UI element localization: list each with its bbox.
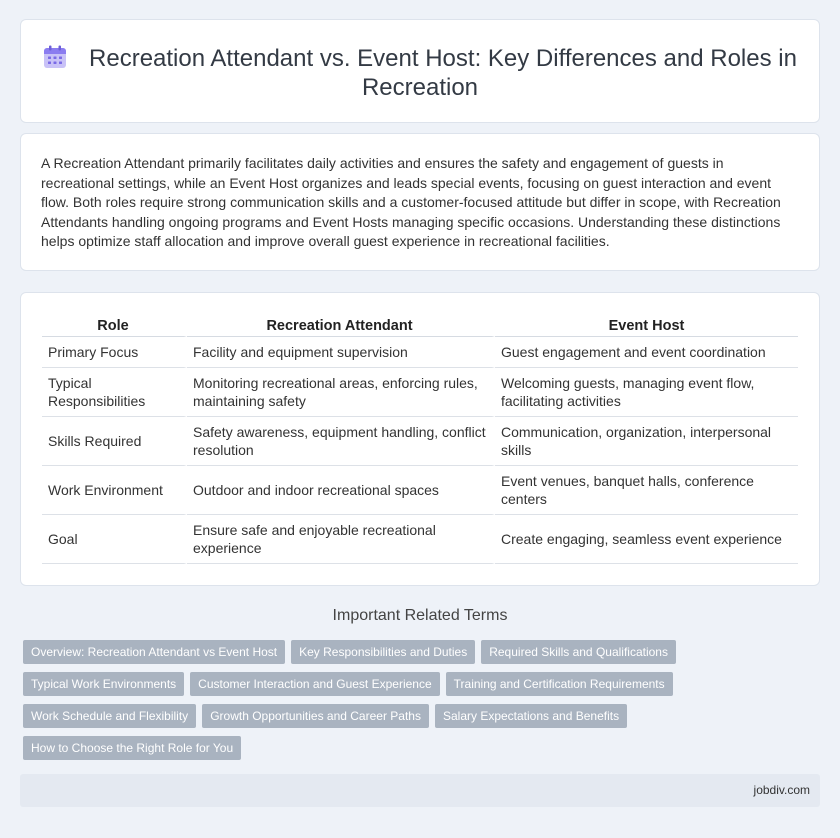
intro-card <box>20 133 820 271</box>
calendar-icon <box>43 45 67 69</box>
recreation-attendant-cell: Monitoring recreational areas, enforcing rules, maintaining safety <box>187 368 495 417</box>
row-label: Primary Focus <box>42 337 187 368</box>
tag-work-environments[interactable]: Typical Work Environments <box>23 672 184 696</box>
row-label: Goal <box>42 515 187 564</box>
tag-choose-role[interactable]: How to Choose the Right Role for You <box>23 736 241 760</box>
comparison-card <box>20 292 820 586</box>
row-label: Work Environment <box>42 466 187 515</box>
recreation-attendant-cell: Outdoor and indoor recreational spaces <box>187 466 495 515</box>
header-card <box>20 19 820 123</box>
related-terms-title: Important Related Terms <box>332 607 508 624</box>
footer-site-link[interactable]: jobdiv.com <box>753 783 810 797</box>
table-row <box>42 417 798 466</box>
tag-training-certification[interactable]: Training and Certification Requirements <box>446 672 673 696</box>
comparison-table <box>42 311 798 564</box>
footer-bar <box>20 774 820 807</box>
intro-paragraph: A Recreation Attendant primarily facilitates daily activities and ensures the safety and engagement of guests in recreational settings, while an Event Host organizes and leads special events, focusing on guest interaction and event flow. Both roles require strong communication skills and a customer-focused attitude but differ in scope, with Recreation Attendants handling ongoing programs and Event Hosts managing specific occasions. Understanding these distinctions helps optimize staff allocation and improve overall guest experience in recreational facilities. <box>41 155 781 249</box>
page-title-wrap <box>21 44 819 102</box>
table-row <box>42 337 798 368</box>
recreation-attendant-cell: Facility and equipment supervision <box>187 337 495 368</box>
tag-overview[interactable]: Overview: Recreation Attendant vs Event Host <box>23 640 285 664</box>
event-host-cell: Communication, organization, interpersonal skills <box>495 417 798 466</box>
tag-customer-interaction[interactable]: Customer Interaction and Guest Experience <box>190 672 439 696</box>
table-header-row <box>42 311 798 337</box>
tag-growth-opportunities[interactable]: Growth Opportunities and Career Paths <box>202 704 429 728</box>
tag-work-schedule[interactable]: Work Schedule and Flexibility <box>23 704 196 728</box>
tag-salary-expectations[interactable]: Salary Expectations and Benefits <box>435 704 627 728</box>
page-title: Recreation Attendant vs. Event Host: Key Differences and Roles in Recreation <box>89 45 797 101</box>
header-recreation-attendant: Recreation Attendant <box>187 311 495 337</box>
recreation-attendant-cell: Safety awareness, equipment handling, conflict resolution <box>187 417 495 466</box>
event-host-cell: Guest engagement and event coordination <box>495 337 798 368</box>
header-event-host: Event Host <box>495 311 798 337</box>
table-row <box>42 466 798 515</box>
table-row <box>42 515 798 564</box>
row-label: Skills Required <box>42 417 187 466</box>
event-host-cell: Create engaging, seamless event experience <box>495 515 798 564</box>
event-host-cell: Event venues, banquet halls, conference centers <box>495 466 798 515</box>
tag-required-skills[interactable]: Required Skills and Qualifications <box>481 640 676 664</box>
recreation-attendant-cell: Ensure safe and enjoyable recreational experience <box>187 515 495 564</box>
tag-key-responsibilities[interactable]: Key Responsibilities and Duties <box>291 640 475 664</box>
table-row <box>42 368 798 417</box>
event-host-cell: Welcoming guests, managing event flow, facilitating activities <box>495 368 798 417</box>
header-role: Role <box>42 311 187 337</box>
row-label: Typical Responsibilities <box>42 368 187 417</box>
related-terms-tags <box>23 640 683 768</box>
